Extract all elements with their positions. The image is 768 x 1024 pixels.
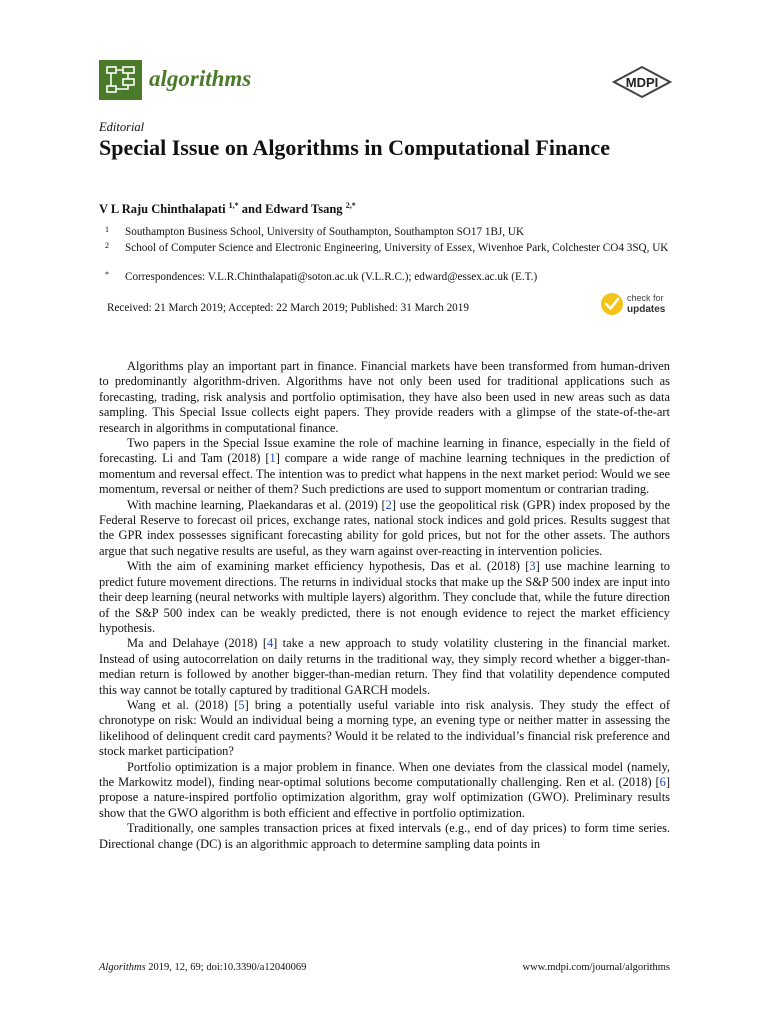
paragraph-7: Portfolio optimization is a major problem in finance. When one deviates from the classical model (namely, the Markowitz model), finding near-optimal solutions become computationally challenging. Ren et al. (2018) [6] propose a nature-inspired portfolio optimization algorithm, gray wolf optimization (GWO). Preliminary results show that the GWO algorithm is both efficient and effective in portfolio optimization. [99, 759, 670, 820]
affiliation-text[interactable]: Correspondences: V.L.R.Chinthalapati@soton.ac.uk (V.L.R.C.); edward@essex.ac.uk (E.T.) [125, 271, 538, 283]
footer-url[interactable]: www.mdpi.com/journal/algorithms [522, 962, 670, 973]
citation-link-5[interactable]: 5 [238, 697, 245, 712]
author-and: and [241, 202, 262, 217]
check-updates-line2: updates [627, 304, 666, 315]
paragraph-3: With machine learning, Plaekandaras et al. (2019) [2] use the geopolitical risk (GPR) index proposed by the Federal Reserve to forecast oil prices, exchange rates, national stock indices and gold prices. Results suggest that the GPR index possesses significant forecasting ability for gold prices, but not for the other assets. The authors argue that such negative results are useful, as they warn against over-reacting in intervention policies. [99, 497, 670, 558]
footer-journal: Algorithms [99, 962, 146, 973]
publication-dates: Received: 21 March 2019; Accepted: 22 March 2019; Published: 31 March 2019 [107, 302, 469, 314]
affiliation-text: Southampton Business School, University of Southampton, Southampton SO17 1BJ, UK [125, 226, 525, 238]
paragraph-1: Algorithms play an important part in finance. Financial markets have been transformed from human-driven to predominantly algorithm-driven. Algorithms have not only been used for traditional applications such as forecasting, trading, risk analysis and portfolio optimisation, they have also been used in new areas such as data sampling. This Special Issue collects eight papers. They provide readers with a glimpse of the state-of-the-art research in algorithms in computational finance. [99, 359, 670, 435]
affiliation-mark: 2 [105, 241, 109, 250]
paragraph-4: With the aim of examining market efficiency hypothesis, Das et al. (2018) [3] use machine learning to predict future movement directions. The returns in individual stocks that make up the S&P 500 index are input into their deep learning (neural networks with multiple layers) algorithm. They conclude that, while the future direction of the S&P 500 index can be weakly predicted, there is not enough evidence to reject the market efficiency hypothesis. [99, 559, 670, 635]
citation-link-3[interactable]: 3 [529, 559, 536, 574]
author-2-sup: 2,* [345, 201, 356, 210]
citation-link-1[interactable]: 1 [269, 451, 276, 466]
footer-doi[interactable]: 2019, 12, 69; doi:10.3390/a12040069 [148, 962, 307, 973]
authors [99, 201, 356, 217]
author-1-sup: 1,* [228, 201, 239, 210]
author-2[interactable]: Edward Tsang [265, 202, 343, 217]
publisher-name: MDPI [625, 75, 659, 90]
affiliation-text: School of Computer Science and Electronic Engineering, University of Essex, Wivenhoe Park, Colchester CO4 3SQ, UK [125, 242, 669, 254]
paragraph-6: Wang et al. (2018) [5] bring a potentially useful variable into risk analysis. They study the effect of chronotype on risk: Would an individual being a morning type, an evening type or neither matter in assessing the likelihood of delinquent credit card payments? Would it be related to the individual’s financial risk preference and stock market participation? [99, 697, 670, 759]
citation-link-2[interactable]: 2 [385, 497, 392, 512]
citation-link-6[interactable]: 6 [659, 774, 666, 789]
paragraph-5: Ma and Delahaye (2018) [4] take a new approach to study volatility clustering in the financial market. Instead of using autocorrelation on daily returns in the traditional way, they simply record whether a bigger-than-median return is followed by another bigger-than-median return. They find that volatility dependence computed this way cannot be totally captured by traditional GARCH models. [99, 636, 670, 697]
author-1[interactable]: V L Raju Chinthalapati [99, 202, 226, 217]
footer-citation [99, 962, 306, 973]
affiliation-mark: 1 [105, 225, 109, 234]
paragraph-2: Two papers in the Special Issue examine the role of machine learning in finance, especially in the field of forecasting. Li and Tam (2018) [1] compare a wide range of machine learning techniques in the prediction of momentum and reversal effect. The intention was to predict what happens in the next market period: Would we see momentum, reversal or neither of them? Such predictions are used to support momentum or contrarian trading. [99, 436, 670, 497]
paragraph-8: Traditionally, one samples transaction prices at fixed intervals (e.g., end of day prices) to form time series. Directional change (DC) is an algorithmic approach to determine sampling data points in [99, 821, 670, 851]
journal-name: algorithms [149, 66, 252, 91]
journal-logo [99, 60, 142, 100]
affiliation-mark: * [105, 270, 109, 279]
article-body [99, 359, 670, 852]
article-type: Editorial [99, 120, 145, 134]
check-for-updates-badge[interactable] [600, 290, 672, 318]
publisher-logo [612, 66, 672, 100]
check-updates-icon [601, 293, 623, 315]
journal-logo-icon [99, 60, 142, 100]
article-title: Special Issue on Algorithms in Computational Finance [99, 135, 610, 160]
check-updates-line1: check for [627, 293, 664, 303]
citation-link-4[interactable]: 4 [266, 636, 274, 651]
